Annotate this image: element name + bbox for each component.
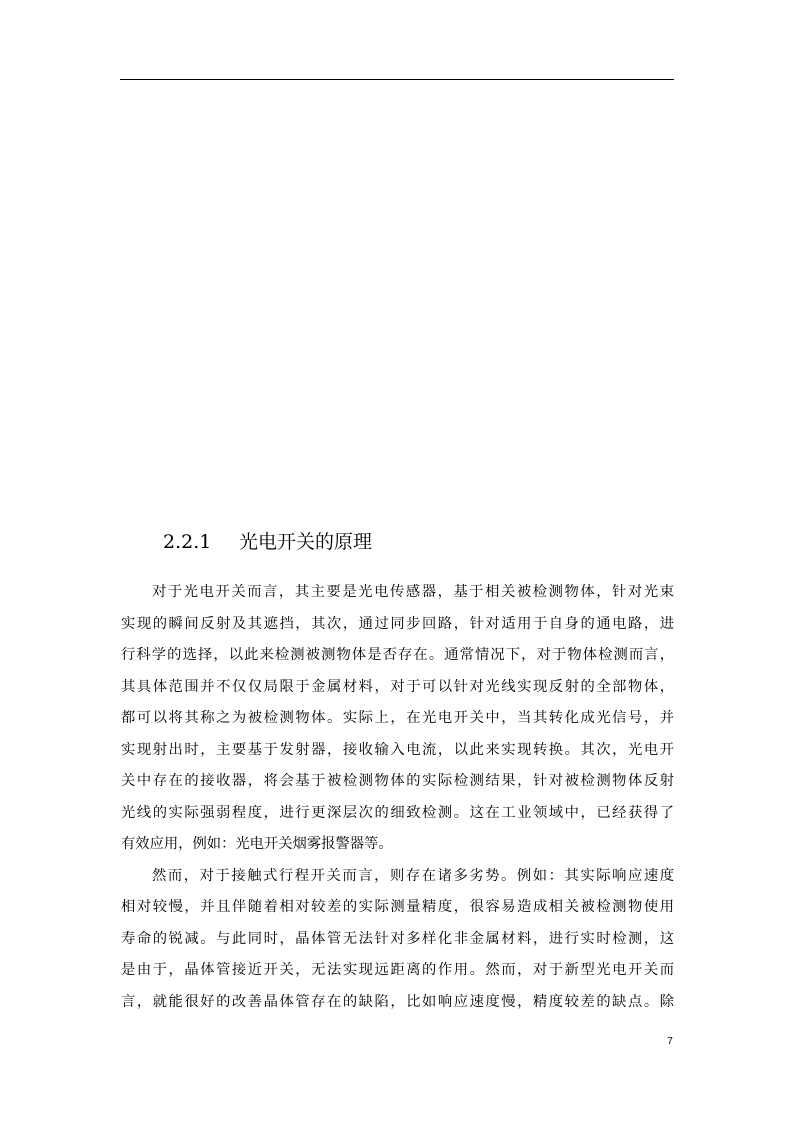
text-line: 实现的瞬间反射及其遮挡，其次，通过同步回路，针对适用于自身的通电路，进 <box>121 615 674 632</box>
text-line: 寿命的锐减。与此同时，晶体管无法针对多样化非金属材料，进行实时检测，这 <box>121 930 674 947</box>
section-number: 2.2.1 <box>163 531 212 553</box>
text-line: 然而，对于接触式行程开关而言，则存在诸多劣势。例如：其实际响应速度 <box>152 867 674 884</box>
section-heading <box>163 527 663 557</box>
section-title: 光电开关的原理 <box>239 531 373 553</box>
text-line: 其具体范围并不仅仅局限于金属材料，对于可以针对光线实现反射的全部物体， <box>121 678 674 695</box>
text-line: 对于光电开关而言，其主要是光电传感器，基于相关被检测物体，针对光束 <box>152 584 674 600</box>
text-line: 是由于，晶体管接近开关，无法实现远距离的作用。然而，对于新型光电开关而 <box>121 962 674 978</box>
page-number: 7 <box>667 1036 673 1047</box>
text-line: 光线的实际强弱程度，进行更深层次的细致检测。这在工业领域中，已经获得了 <box>121 804 674 821</box>
text-line: 相对较慢，并且伴随着相对较差的实际测量精度，很容易造成相关被检测物使用 <box>121 899 674 915</box>
paragraph-1 <box>121 577 674 861</box>
text-line: 有效应用，例如：光电开关烟雾报警器等。 <box>121 836 393 852</box>
body-text <box>121 577 674 1018</box>
paragraph-2 <box>121 861 674 1019</box>
text-line: 行科学的选择，以此来检测被测物体是否存在。通常情况下，对于物体检测而言， <box>121 647 674 663</box>
header-rule <box>120 79 674 80</box>
text-line: 都可以将其称之为被检测物体。实际上，在光电开关中，当其转化成光信号，并 <box>121 710 674 726</box>
text-line: 关中存在的接收器，将会基于被检测物体的实际检测结果，针对被检测物体反射 <box>121 773 674 789</box>
text-line: 实现射出时，主要基于发射器，接收输入电流，以此来实现转换。其次，光电开 <box>121 741 674 758</box>
text-line: 言，就能很好的改善晶体管存在的缺陷，比如响应速度慢，精度较差的缺点。除 <box>121 993 674 1010</box>
